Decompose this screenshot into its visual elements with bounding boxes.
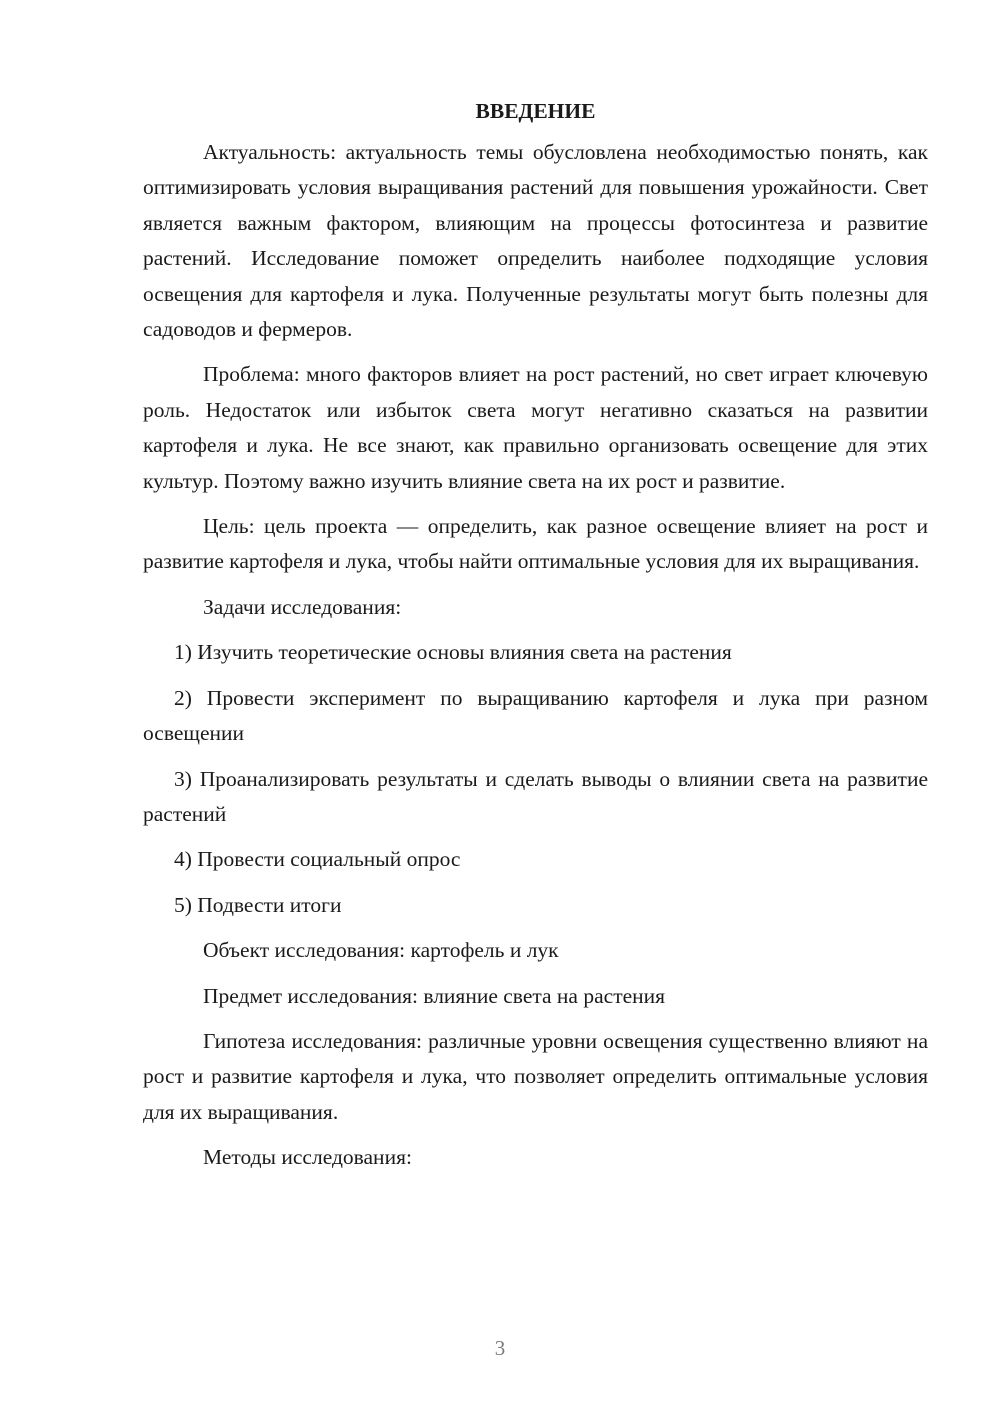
paragraph-methods-heading: Методы исследования: bbox=[203, 1145, 412, 1170]
page-number: 3 bbox=[494, 1336, 506, 1360]
section-title: ВВЕДЕНИЕ bbox=[475, 99, 596, 123]
list-item-task-5: 5) Подвести итоги bbox=[174, 892, 342, 917]
paragraph-tasks-heading: Задачи исследования: bbox=[203, 594, 402, 619]
paragraph-relevance: Актуальность: актуальность темы обусловлена необходимостью понять, как оптимизировать условия выращивания растений для повышения урожайности. Свет является важным фактором, влияющим на процессы фотосинтеза и развитие растений. Исследование поможет определить наиболее подходящие условия освещения для картофеля и лука. Полученные результаты могут быть полезны для садоводов и фермеров. bbox=[143, 140, 928, 342]
list-item-task-2: 2) Провести эксперимент по выращиванию картофеля и лука при разном освещении bbox=[143, 685, 928, 746]
paragraph-subject: Предмет исследования: влияние света на растения bbox=[203, 983, 666, 1008]
paragraph-hypothesis: Гипотеза исследования: различные уровни освещения существенно влияют на рост и развитие картофеля и лука, что позволяет определить оптимальные условия для их выращивания. bbox=[143, 1028, 928, 1124]
list-item-task-4: 4) Провести социальный опрос bbox=[174, 847, 461, 872]
paragraph-goal: Цель: цель проекта — определить, как разное освещение влияет на рост и развитие картофеля и лука, чтобы найти оптимальные условия для их выращивания. bbox=[143, 514, 928, 574]
list-item-task-3: 3) Проанализировать результаты и сделать выводы о влиянии света на развитие растений bbox=[143, 766, 928, 826]
paragraph-object: Объект исследования: картофель и лук bbox=[203, 938, 559, 963]
document-page bbox=[143, 96, 928, 1186]
list-item-task-1: 1) Изучить теоретические основы влияния света на растения bbox=[174, 640, 732, 665]
paragraph-problem: Проблема: много факторов влияет на рост растений, но свет играет ключевую роль. Недостаток или избыток света могут негативно сказаться на развитии картофеля и лука. Не все знают, как правильно организовать освещение для этих культур. Поэтому важно изучить влияние света на их рост и развитие. bbox=[143, 362, 928, 493]
